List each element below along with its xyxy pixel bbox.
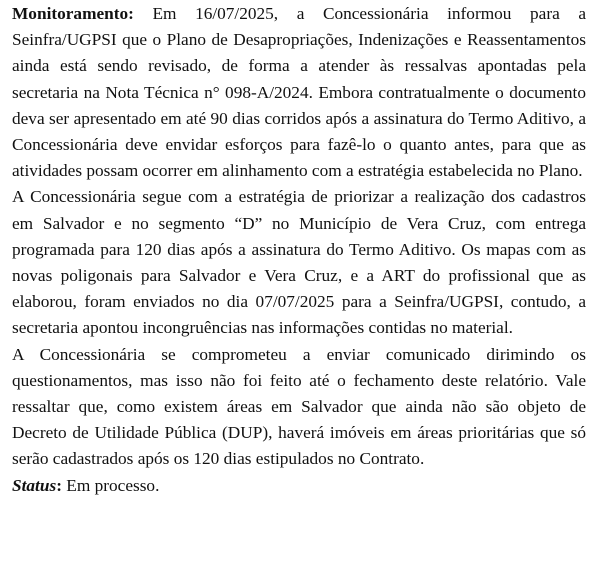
status-value: Em processo. [61,475,160,495]
status-separator: : [56,475,62,495]
monitoring-text: Em 16/07/2025, a Concessionária informou para a Seinfra/UGPSI que o Plano de Desapropriações, Indenizações e Reassentamentos ainda está sendo revisado, de forma a atender às ressalvas apontadas pela secretaria na Nota Técnica n° 098-A/2024. Embora contratualmente o documento deva ser apresentado em até 90 dias corridos após a assinatura do Termo Aditivo, a Concessionária deve envidar esforços para fazê-lo o quanto antes, para que as atividades possam ocorrer em alinhamento com a estratégia estabelecida no Plano. [12,4,586,181]
status-line [12,473,586,499]
status-label: Status [12,475,57,495]
comunicado-paragraph: A Concessionária se comprometeu a enviar comunicado dirimindo os questionamentos, mas isso não foi feito até o fechamento deste relatório. Vale ressaltar que, como existem áreas em Salvador que ainda não são objeto de Decreto de Utilidade Pública (DUP), haverá imóveis em áreas prioritárias que só serão cadastrados após os 120 dias estipulados no Contrato. [12,344,586,469]
monitoring-paragraph [12,1,586,184]
monitoring-label: Monitoramento: [12,4,134,23]
cadastros-paragraph: A Concessionária segue com a estratégia de priorizar a realização dos cadastros em Salvador e no segmento “D” no Município de Vera Cruz, com entrega programada para 120 dias após a assinatura do Termo Aditivo. Os mapas com as novas poligonais para Salvador e Vera Cruz, e a ART do profissional que as elaborou, foram enviados no dia 07/07/2025 para a Seinfra/UGPSI, contudo, a secretaria apontou incongruências nas informações contidas no material. [12,187,586,338]
